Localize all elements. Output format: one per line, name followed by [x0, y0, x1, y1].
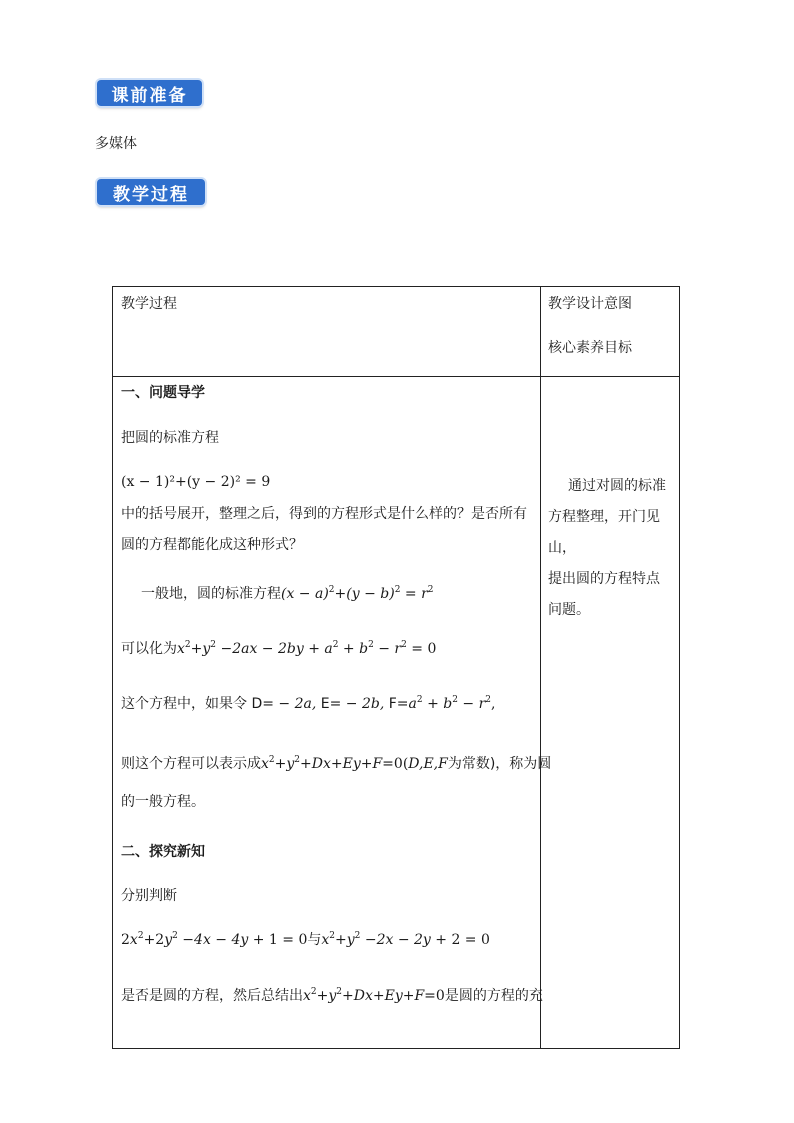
expanded-form-line: 可以化为$x^2+y^2 -2ax - 2by + a^2 + b^2 - r^2 = 0$: [121, 640, 437, 657]
intent-line-1: 通过对圆的标准: [568, 478, 666, 494]
intent-line-3: 提出圆的方程特点: [548, 571, 660, 587]
coefficient-definition-line: 这个方程中，如果令 D= − 2a, E= − 2b, $F=a^2 + b^2 - r^2$,: [121, 695, 496, 712]
general-form-line: 一般地，圆的标准方程$(x - a)^2+(y - b)^2 = r^2$: [141, 585, 434, 602]
design-intent-text: [548, 471, 676, 626]
f-label: F=: [388, 696, 409, 712]
header-right-goal: 核心素养目标: [548, 340, 632, 356]
header-right-intent: 教学设计意图: [548, 296, 632, 312]
join-word: 与: [307, 932, 322, 948]
header-divider: [113, 376, 679, 377]
then-prefix: 则这个方程可以表示成: [121, 756, 261, 772]
e-label: E=: [320, 696, 342, 712]
prep-text: 多媒体: [95, 136, 137, 152]
intent-line-4: 问题。: [548, 602, 590, 618]
header-left: 教学过程: [121, 296, 177, 312]
let-prefix: 这个方程中，如果令 D=: [121, 696, 274, 712]
question-line2: 圆的方程都能化成这种形式？: [121, 537, 303, 553]
last-suffix: 是圆的方程的充: [444, 988, 543, 1004]
intent-line-2: 方程整理，开门见山，: [548, 509, 660, 556]
general-equation-line: 则这个方程可以表示成$x^2+y^2+Dx+Ey+F=0(D,E,F$为常数)，称为圆: [121, 755, 552, 772]
equation-standard: (x − 1)²+(y − 2)² = 9: [121, 474, 271, 490]
section1-title: 一、问题导学: [121, 385, 205, 401]
then-suffix: 为常数)，称为圆: [447, 756, 552, 772]
general-equation-end: 的一般方程。: [121, 794, 205, 810]
section2-intro: 分别判断: [121, 888, 177, 904]
two-equations-line: $2x^2+2y^2 -4x - 4y + 1 = 0$与$x^2+y^2 -2x - 2y + 2 = 0$: [121, 931, 490, 948]
last-prefix: 是否是圆的方程，然后总结出: [121, 988, 303, 1004]
column-divider: [540, 287, 541, 1048]
expanded-form-prefix: 可以化为: [121, 641, 177, 657]
section-badge-process: 教学过程: [97, 179, 205, 205]
question-line1: 中的括号展开，整理之后，得到的方程形式是什么样的？是否所有: [121, 506, 527, 522]
section2-title: 二、探究新知: [121, 844, 205, 860]
general-form-prefix: 一般地，圆的标准方程: [141, 586, 281, 602]
lesson-table: [112, 286, 680, 1049]
section1-intro: 把圆的标准方程: [121, 430, 219, 446]
section-badge-prep: 课前准备: [97, 80, 202, 106]
condition-line: 是否是圆的方程，然后总结出$x^2+y^2+Dx+Ey+F=0$是圆的方程的充: [121, 987, 543, 1004]
